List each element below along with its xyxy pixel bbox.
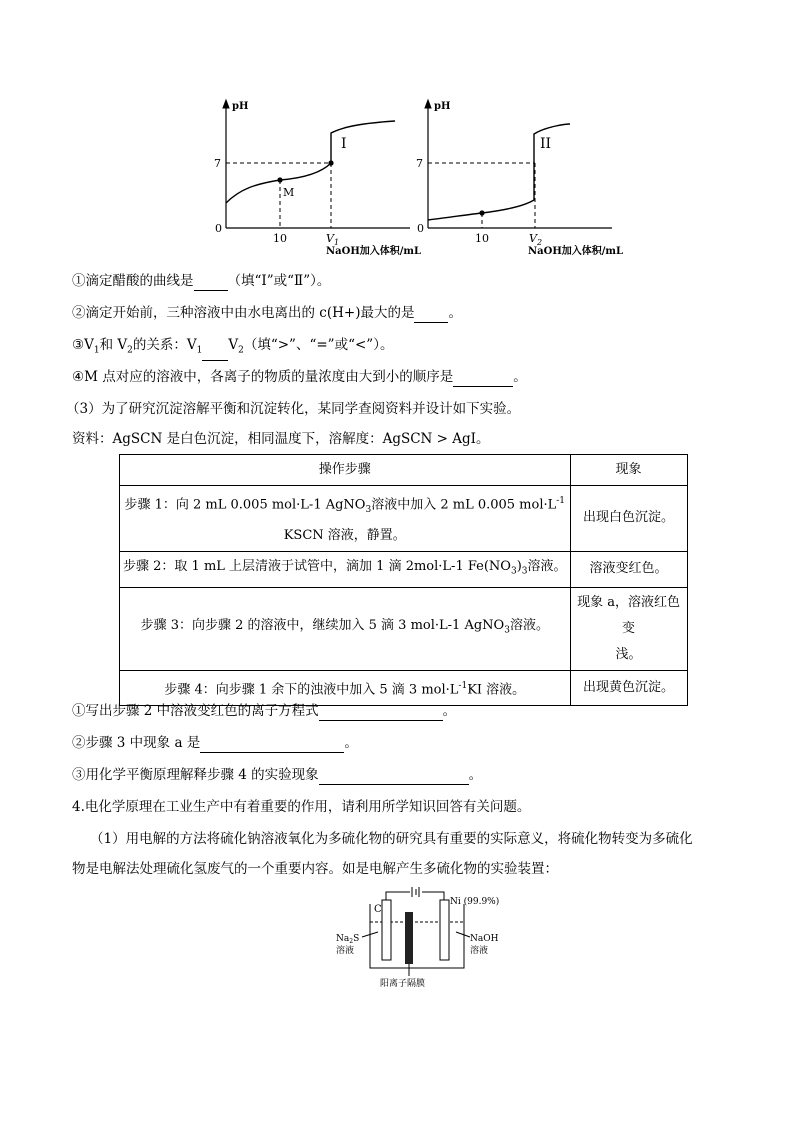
y-arrow xyxy=(223,100,229,108)
problem-4-part1-line1: （1）用电解的方法将硫化钠溶液氧化为多硫化物的研究具有重要的实际意义，将硫化物转变为多硫化 xyxy=(90,831,693,847)
c-label: C xyxy=(374,904,382,915)
table-row xyxy=(120,587,688,670)
label-m: M xyxy=(283,186,295,199)
right-pointer xyxy=(456,932,470,937)
y-label: pH xyxy=(232,101,249,112)
answer-blank[interactable] xyxy=(202,345,228,361)
curve-1 xyxy=(226,121,395,203)
naoh-solution: 溶液 xyxy=(470,946,489,956)
table-header-row xyxy=(120,455,688,486)
question-2: ②滴定开始前，三种溶液中由水电离出的 c(H+)最大的是 。 xyxy=(72,305,462,321)
table-row xyxy=(120,551,688,587)
membrane-label: 阳离子隔膜 xyxy=(380,979,426,989)
tick-v1: $V_1$ xyxy=(326,232,340,247)
question-step2: ①写出步骤 2 中溶液变红色的离子方程式 。 xyxy=(72,703,457,719)
question-4: ④M 点对应的溶液中，各离子的物质的量浓度由大到小的顺序是 。 xyxy=(72,369,527,385)
point-10 xyxy=(479,210,484,215)
answer-blank[interactable] xyxy=(319,769,469,785)
question-3: $③V_1$和 $V_2$的关系：$V_1$ $V_2$（填“>”、“=”或“<”）。 xyxy=(72,335,393,361)
step-1: 步骤 1：向 2 mL 0.005 mol·L-1 AgNO$_3$溶液中加入 2 mL 0.005 $mol\cdot L^{-1}$ KSCN 溶液，静置。 xyxy=(120,486,571,552)
x-label: NaOH加入体积/mL xyxy=(528,246,624,257)
answer-blank[interactable] xyxy=(200,737,344,753)
naoh-label: NaOH xyxy=(470,934,499,944)
question-1: ①滴定醋酸的曲线是 （填“I”或“Ⅱ”）。 xyxy=(72,273,331,289)
curve-label-2: II xyxy=(540,136,552,152)
tick-0: 0 xyxy=(215,222,222,235)
x-label: NaOH加入体积/mL xyxy=(326,246,422,257)
answer-blank[interactable] xyxy=(319,705,443,721)
step-3: 步骤 3：向步骤 2 的溶液中，继续加入 5 滴 3 mol·L-1 AgNO$_3$溶液。 xyxy=(120,587,571,670)
tick-10: 10 xyxy=(475,232,489,245)
reference-note: 资料：AgSCN 是白色沉淀，相同温度下，溶解度：AgSCN > AgI。 xyxy=(72,431,490,447)
na2s-solution: 溶液 xyxy=(336,946,355,956)
point-v1 xyxy=(328,160,333,165)
experiment-table xyxy=(119,454,688,706)
header-phenomenon: 现象 xyxy=(570,455,687,486)
na2s-label: $Na_2S$ xyxy=(336,934,360,945)
tick-7: 7 xyxy=(416,157,423,170)
electrolysis-apparatus xyxy=(334,882,500,990)
step-4: 步骤 4：向步骤 1 余下的浊液中加入 5 滴 3 $mol\cdot L^{-1}KI$ 溶液。 xyxy=(120,670,571,705)
phenomenon-4: 出现黄色沉淀。 xyxy=(570,670,687,705)
c-electrode xyxy=(382,900,391,960)
titration-chart-1 xyxy=(210,96,422,261)
ni-electrode xyxy=(440,900,449,960)
answer-blank[interactable] xyxy=(414,307,448,323)
answer-blank[interactable] xyxy=(453,371,513,387)
y-label: pH xyxy=(434,101,451,112)
question-step3: ②步骤 3 中现象 a 是 。 xyxy=(72,735,358,751)
phenomenon-1: 出现白色沉淀。 xyxy=(570,486,687,552)
problem-4-title: 4.电化学原理在工业生产中有着重要的作用，请利用所学知识回答有关问题。 xyxy=(72,799,531,815)
point-m xyxy=(277,177,282,182)
phenomenon-2: 溶液变红色。 xyxy=(570,551,687,587)
tick-10: 10 xyxy=(273,232,287,245)
phenomenon-3: 现象 a，溶液红色变 浅。 xyxy=(570,587,687,670)
header-steps: 操作步骤 xyxy=(120,455,571,486)
curve-label-1: I xyxy=(341,136,347,152)
titration-chart-2 xyxy=(412,96,624,261)
section-3-intro: （3）为了研究沉淀溶解平衡和沉淀转化，某同学查阅资料并设计如下实验。 xyxy=(66,401,521,417)
question-step4: ③用化学平衡原理解释步骤 4 的实验现象 。 xyxy=(72,767,483,783)
step-2: 步骤 2：取 1 mL 上层清液于试管中，滴加 1 滴 2mol·L-1 $Fe(NO_3)_3$溶液。 xyxy=(120,551,571,587)
tick-7: 7 xyxy=(214,157,221,170)
table-row xyxy=(120,486,688,552)
tick-v2: $V_2$ xyxy=(529,232,543,247)
wire-left xyxy=(386,892,410,900)
answer-blank[interactable] xyxy=(194,275,228,291)
wire-right xyxy=(422,892,444,900)
problem-4-part1-line2: 物是电解法处理硫化氢废气的一个重要内容。如是电解产生多硫化物的实验装置： xyxy=(72,861,558,877)
cation-membrane xyxy=(405,912,413,964)
ni-label: Ni (99.9%) xyxy=(450,897,500,907)
y-arrow xyxy=(425,100,431,108)
tick-0: 0 xyxy=(417,222,424,235)
